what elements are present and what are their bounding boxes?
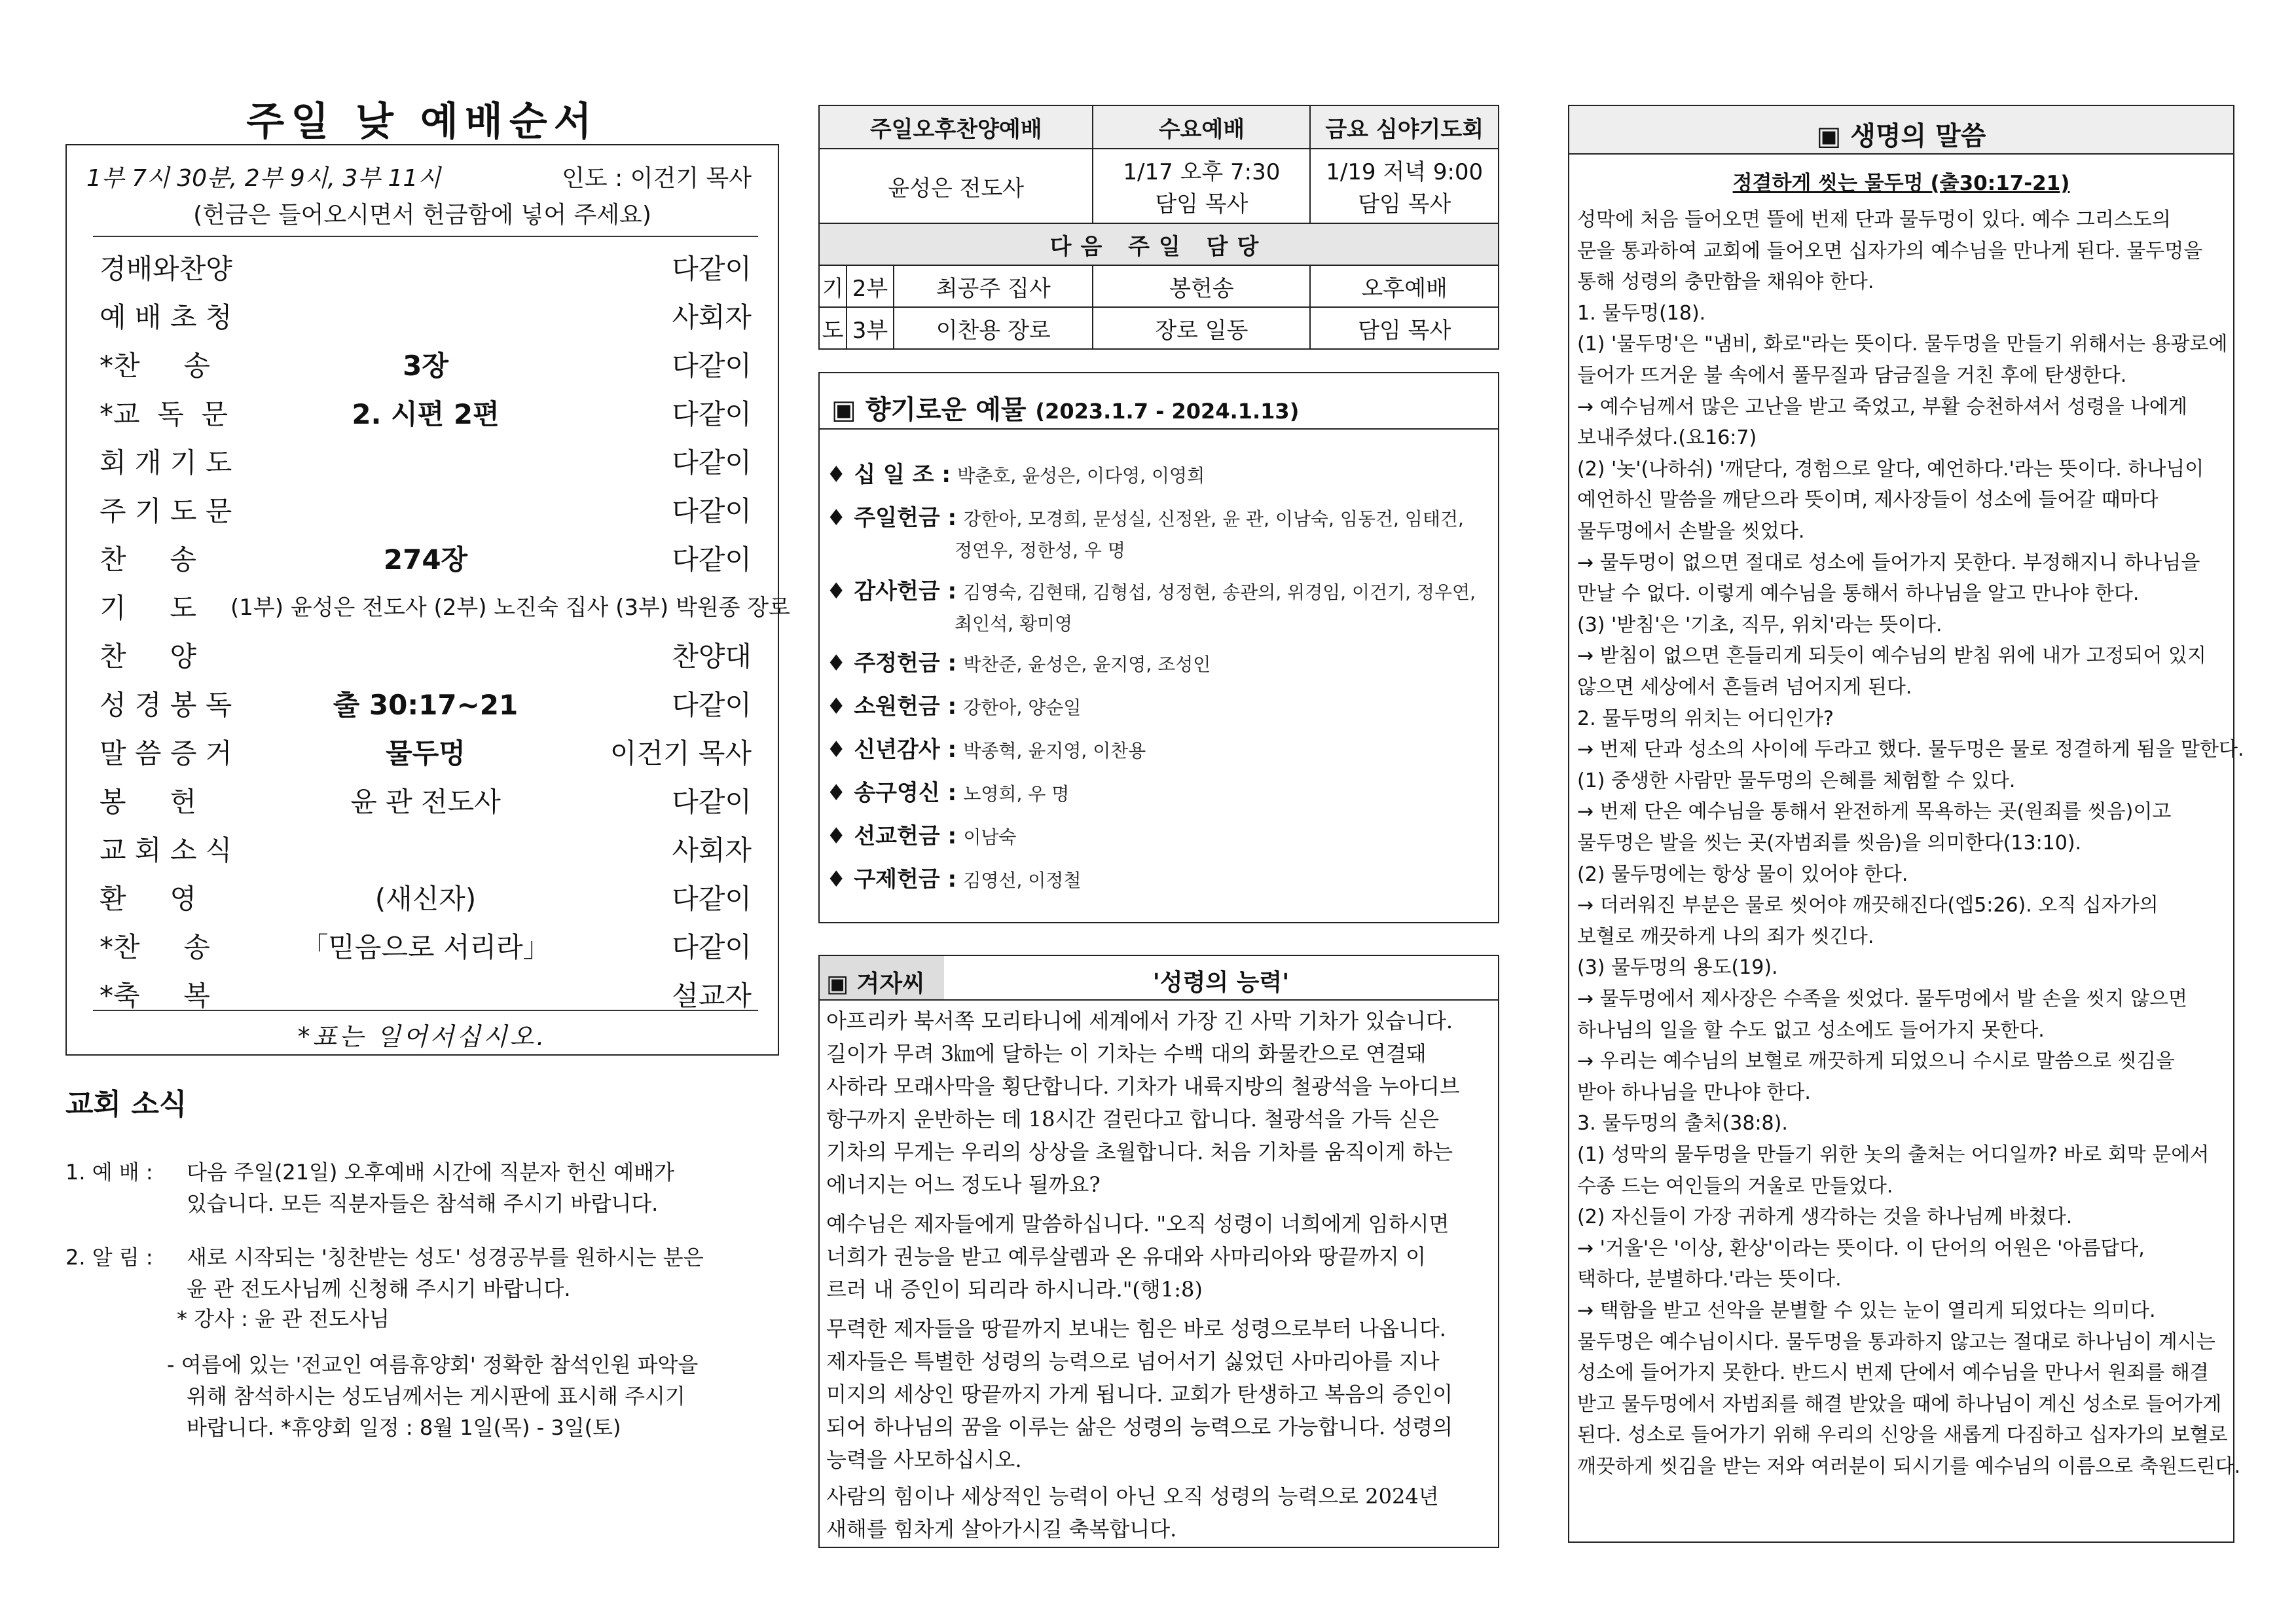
offering-label: ♦ 십 일 조 : [826,462,951,488]
news-label: 2. 알 림 : [65,1245,153,1270]
sermon-line: 예언하신 말씀을 깨닫으라 뜻이며, 제사장들이 성소에 들어갈 때마다 [1577,489,2159,512]
order-person: 다같이 [672,931,752,963]
seed-line: 능력을 사모하십시오. [826,1447,1022,1472]
sermon-box [1568,105,2244,1543]
order-person: 사회자 [672,301,752,333]
offering-label: ♦ 주일헌금 : [826,505,957,531]
seed-line: 길이가 무려 3㎞에 달하는 이 기차는 수백 대의 화물칸으로 연결돼 [826,1041,1427,1066]
schedule-cell: 최공주 집사 [894,265,1093,307]
offering-names: 김영숙, 김현태, 김형섭, 성정현, 송관의, 위경임, 이건기, 정우연, [963,581,1476,603]
offering-item [826,735,1146,766]
order-person: 다같이 [672,883,752,915]
offering-names: 김영선, 이정철 [963,870,1082,891]
sermon-line: (1) 성막의 물두멍을 만들기 위한 놋의 출처는 어디일까? 바로 회막 문에서 [1577,1143,2210,1166]
divider [93,236,758,237]
order-person: 다같이 [672,253,752,285]
offerings-period: (2023.1.7 - 2024.1.13) [1035,399,1300,424]
order-row [93,630,758,672]
mustard-seed-tag: ▣ 겨자씨 [820,956,944,999]
offering-names: 이남숙 [963,826,1017,848]
sermon-line: (1) 중생한 사람만 물두멍의 은혜를 체험할 수 있다. [1577,769,2016,792]
offering-label: ♦ 감사헌금 : [826,578,957,604]
offerings-title [820,373,1498,430]
schedule-header: 주일오후찬양예배 [819,105,1093,149]
schedule-cell: 이찬용 장로 [894,307,1093,349]
order-row [93,291,758,333]
sermon-line: 된다. 성소로 들어가기 위해 우리의 신앙을 새롭게 다짐하고 십자가의 보혈로 [1577,1424,2228,1447]
seed-line: 사람의 힘이나 세상적인 능력이 아닌 오직 성령의 능력으로 2024년 [826,1484,1439,1509]
sermon-line: 1. 물두멍(18). [1577,301,1706,325]
stand-note: *표는 일어서십시오. [297,1022,547,1051]
sermon-line: (2) 자신들이 가장 귀하게 생각하는 것을 하나님께 바쳤다. [1577,1206,2073,1229]
mustard-seed-title: '성령의 능력' [1152,969,1290,996]
seed-line: 예수님은 제자들에게 말씀하십니다. "오직 성령이 너희에게 임하시면 [826,1211,1449,1236]
order-label: 봉 헌 [100,786,196,818]
schedule-cell: 기 [819,265,847,307]
sermon-line: 물두멍은 예수님이시다. 물두멍을 통과하지 않고는 절대로 하나님이 계시는 [1577,1330,2215,1354]
sermon-line: (3) '받침'은 '기초, 직무, 위치'라는 뜻이다. [1577,613,1942,637]
sermon-line: (2) '놋'(나하쉬) '깨닫다, 경험으로 알다, 예언하다.'라는 뜻이다. 하나님이 [1577,457,2204,481]
offering-item [826,778,1069,809]
order-content: 출 30:17~21 [333,689,519,721]
order-label: 경배와찬양 [100,253,232,285]
sermon-line: 2. 물두멍의 위치는 어디인가? [1577,707,1834,730]
offering-item [826,648,1211,680]
order-person: 다같이 [672,398,752,430]
order-label: 예 배 초 청 [100,301,232,333]
service-leader: 인도 : 이건기 목사 [562,165,752,192]
offering-names: 박찬준, 윤성은, 윤지영, 조성인 [963,654,1211,675]
sermon-line: 들어가 뜨거운 불 속에서 풀무질과 담금질을 거친 후에 탄생한다. [1577,364,2127,387]
sermon-line: 3. 물두멍의 출처(38:8). [1577,1112,1788,1135]
order-row [93,678,758,720]
news-text: - 여름에 있는 '전교인 여름휴양회' 정확한 참석인원 파악을 [167,1352,699,1377]
seed-line: 되어 하나님의 꿈을 이루는 삶은 성령의 능력으로 가능합니다. 성령의 [826,1414,1453,1439]
offering-names: 강한아, 모경희, 문성실, 신정완, 윤 관, 이남숙, 임동건, 임태건, [963,508,1464,530]
order-person: 사회자 [672,834,752,866]
prayer-leaders: (1부) 윤성은 전도사 (2부) 노진숙 집사 (3부) 박원종 장로 [230,595,790,621]
order-content: 2. 시편 2편 [352,398,500,430]
seed-line: 아프리카 북서쪽 모리타니에 세계에서 가장 긴 사막 기차가 있습니다. [826,1008,1453,1033]
seed-line: 에너지는 어느 정도나 될까요? [826,1172,1101,1197]
order-label: *찬 송 [100,350,210,382]
schedule-person: 담임 목사 [1155,191,1248,217]
sermon-line: (2) 물두멍에는 항상 물이 있어야 한다. [1577,862,1908,886]
schedule-cell [1093,149,1310,223]
schedule-header: 수요예배 [1093,105,1310,149]
offering-label: ♦ 송구영신 : [826,780,957,806]
order-row [93,436,758,478]
sermon-line: 받아 하나님을 만나야 한다. [1577,1080,1811,1104]
sermon-line: 성막에 처음 들어오면 뜰에 번제 단과 물두멍이 있다. 예수 그리스도의 [1577,208,2171,231]
service-times: 1부 7시 30분, 2부 9시, 3부 11시 [86,165,441,192]
order-person: 다같이 [672,544,752,576]
order-row [93,581,790,624]
offering-note: (헌금은 들어오시면서 헌금함에 넣어 주세요) [193,202,651,229]
order-row [93,727,758,769]
order-label: *찬 송 [100,931,210,963]
order-row [93,775,758,817]
schedule-header: 금요 심야기도회 [1310,105,1499,149]
schedule-cell: 봉헌송 [1093,265,1310,307]
sermon-line: → 번제 단은 예수님을 통해서 완전하게 목욕하는 곳(원죄를 씻음)이고 [1577,800,2172,824]
order-person: 다같이 [672,447,752,479]
order-content: (새신자) [374,883,477,915]
sermon-title: 정결하게 씻는 물두멍 (출30:17-21) [1732,172,2070,195]
divider [93,1010,758,1011]
order-person: 다같이 [672,786,752,818]
sermon-line: 않으면 세상에서 흔들려 넘어지게 된다. [1577,676,1912,699]
order-row [93,533,758,575]
order-row [93,969,758,1011]
sermon-line: 하나님의 일을 할 수도 없고 성소에도 들어가지 못한다. [1577,1018,2045,1042]
sermon-line: → 우리는 예수님의 보혈로 깨끗하게 되었으니 수시로 말씀으로 씻김을 [1577,1050,2175,1073]
schedule-person: 담임 목사 [1358,191,1451,217]
offering-item [826,460,1205,491]
offering-label: ♦ 구제헌금 : [826,866,957,893]
order-person: 설교자 [672,980,752,1012]
order-row [93,388,758,430]
order-label: 찬 송 [100,544,196,576]
order-person: 다같이 [672,689,752,721]
sermon-line: 보내주셨다.(요16:7) [1577,426,1757,450]
sermon-line: → 더러워진 부분은 물로 씻어야 깨끗해진다(엡5:26). 오직 십자가의 [1577,894,2159,917]
order-content: 274장 [383,544,468,576]
square-icon: ▣ [831,395,866,425]
order-row [93,339,758,381]
offering-label: ♦ 소원헌금 : [826,693,957,720]
offering-names: 정연우, 정한성, 우 명 [955,540,1125,561]
sermon-line: (3) 물두멍의 용도(19). [1577,956,1778,980]
offering-names: 노영희, 우 명 [963,783,1070,805]
order-row [93,485,758,526]
sermon-line: 문을 통과하여 교회에 들어오면 십자가의 예수님을 만나게 된다. 물두멍을 [1577,239,2203,263]
order-content: 「믿음으로 서리라」 [301,931,551,963]
sermon-line: 성소에 들어가지 못한다. 반드시 번제 단에서 예수님을 만나서 원죄를 해결 [1577,1361,2209,1385]
order-label: 찬 양 [100,640,196,673]
sermon-line: 물두멍에서 손발을 씻었다. [1577,520,1805,543]
sermon-line: 통해 성령의 충만함을 채워야 한다. [1577,270,1874,294]
sermon-section-title: ▣ 생명의 말씀 [1569,106,2233,155]
news-text: * 강사 : 윤 관 전도사님 [177,1306,390,1331]
order-row [93,921,758,963]
offering-names: 최인석, 황미영 [955,613,1073,635]
seed-line: 항구까지 운반하는 데 18시간 걸린다고 합니다. 철광석을 가득 싣은 [826,1107,1439,1132]
news-text: 바랍니다. *휴양회 일정 : 8월 1일(목) - 3일(토) [187,1415,621,1440]
schedule-cell: 2부 [847,265,894,307]
sermon-line: (1) '물두멍'은 "냄비, 화로"라는 뜻이다. 물두멍을 만들기 위해서는 용광로에 [1577,333,2228,356]
offering-item [826,864,1081,896]
seed-line: 무력한 제자들을 땅끝까지 보내는 힘은 바로 성령으로부터 나옵니다. [826,1316,1446,1341]
order-label: 회 개 기 도 [100,447,232,479]
news-text: 있습니다. 모든 직분자들은 참석해 주시기 바랍니다. [187,1191,659,1216]
order-label: 말 씀 증 거 [100,737,232,769]
order-label: 환 영 [100,883,196,915]
news-text: 다음 주일(21일) 오후예배 시간에 직분자 헌신 예배가 [187,1160,674,1185]
offerings-box [818,372,1499,923]
order-label: *교 독 문 [100,398,228,430]
offering-label: ♦ 신년감사 : [826,737,957,763]
order-label: 교 회 소 식 [100,834,232,866]
offering-item [826,503,1464,566]
offerings-heading: 향기로운 예물 [865,395,1027,425]
sermon-line: → 물두멍에서 제사장은 수족을 씻었다. 물두멍에서 발 손을 씻지 않으면 [1577,987,2187,1010]
order-label: 주 기 도 문 [100,495,232,527]
schedule-cell: 장로 일동 [1093,307,1310,349]
offering-item [826,821,1016,853]
mustard-seed-header [820,956,1498,1001]
sermon-line: 보혈로 깨끗하게 나의 죄가 씻긴다. [1577,925,1874,948]
schedule-cell: 3부 [847,307,894,349]
order-person: 이건기 목사 [610,737,752,769]
order-person: 다같이 [672,350,752,382]
schedule-table [818,105,1499,350]
sermon-line: 받고 물두멍에서 자범죄를 해결 받았을 때에 하나님이 계신 성소로 들어가게 [1577,1392,2222,1416]
seed-line: 새해를 힘차게 살아가시길 축복합니다. [826,1517,1177,1541]
sermon-line: → 택함을 받고 선악을 분별할 수 있는 눈이 열리게 되었다는 의미다. [1577,1299,2156,1322]
worship-order-box [65,144,790,1056]
sermon-line: → 물두멍이 없으면 절대로 성소에 들어가지 못한다. 부정해지니 하나님을 [1577,551,2200,574]
sermon-line: 택하다, 분별하다.'라는 뜻이다. [1577,1268,1842,1291]
sermon-line: → 받침이 없으면 흔들리게 되듯이 예수님의 받침 위에 내가 고정되어 있지 [1577,644,2206,668]
order-row [93,824,758,866]
schedule-time: 1/19 저녁 9:00 [1326,159,1484,185]
offering-label: ♦ 선교헌금 : [826,823,957,849]
news-label: 1. 예 배 : [65,1160,153,1185]
schedule-cell: 담임 목사 [1310,307,1499,349]
news-text: 새로 시작되는 '칭찬받는 성도' 성경공부를 원하시는 분은 [187,1245,704,1270]
seed-line: 제자들은 특별한 성령의 능력으로 넘어서기 싫었던 사마리아를 지나 [826,1349,1440,1374]
order-person: 다같이 [672,495,752,527]
next-week-header: 다음 주일 담당 [819,223,1499,265]
order-label: *축 복 [100,980,210,1012]
schedule-cell: 윤성은 전도사 [819,149,1093,223]
seed-line: 기차의 무게는 우리의 상상을 초월합니다. 처음 기차를 움직이게 하는 [826,1139,1453,1164]
order-content: 윤 관 전도사 [350,786,501,818]
news-title: 교회 소식 [65,1088,187,1121]
sermon-line: → 예수님께서 많은 고난을 받고 죽었고, 부활 승천하셔서 성령을 나에게 [1577,395,2187,418]
offering-item [826,576,1476,639]
seed-line: 미지의 세상인 땅끝까지 가게 됩니다. 교회가 탄생하고 복음의 증인이 [826,1382,1453,1407]
seed-line: 너희가 권능을 받고 예루살렘과 온 유대와 사마리아와 땅끝까지 이 [826,1244,1427,1269]
sermon-line: 만날 수 없다. 이렇게 예수님을 통해서 하나님을 알고 만나야 한다. [1577,582,2140,606]
mustard-seed-box [818,955,1499,1548]
sermon-line: 물두멍은 발을 씻는 곳(자범죄를 씻음)을 의미한다(13:10). [1577,832,2082,855]
offering-label: ♦ 주정헌금 : [826,650,957,676]
order-row [93,242,758,284]
sermon-line: 깨끗하게 씻김을 받는 저와 여러분이 되시기를 예수님의 이름으로 축원드린다. [1577,1455,2241,1478]
offering-names: 박종혁, 윤지영, 이찬용 [963,740,1146,762]
order-title: 주일 낮 예배순서 [246,99,598,145]
sermon-line: → 번제 단과 성소의 사이에 두라고 했다. 물두멍은 물로 정결하게 됨을 말한다. [1577,738,2244,762]
offering-names: 강한아, 양순일 [963,697,1082,718]
offering-item [826,692,1081,723]
seed-line: 사하라 모래사막을 횡단합니다. 기차가 내륙지방의 철광석을 누아디브 [826,1074,1460,1099]
order-content: 3장 [403,350,448,382]
order-person: 찬양대 [672,640,752,673]
order-label: 성 경 봉 독 [100,689,232,721]
order-label: 기 도 [100,592,196,624]
sermon-line: 수종 드는 여인들의 거울로 만들었다. [1577,1174,1893,1198]
order-content: 물두멍 [386,737,465,769]
seed-line: 르러 내 증인이 되리라 하시니라."(행1:8) [826,1277,1203,1302]
schedule-cell [1310,149,1499,223]
news-text: 윤 관 전도사님께 신청해 주시기 바랍니다. [187,1276,571,1301]
schedule-cell: 도 [819,307,847,349]
order-row [93,872,758,914]
schedule-time: 1/17 오후 7:30 [1123,159,1281,185]
sermon-line: → '거울'은 '이상, 환상'이라는 뜻이다. 이 단어의 어원은 '아름답다, [1577,1236,2145,1260]
news-text: 위해 참석하시는 성도님께서는 게시판에 표시해 주시기 [187,1384,685,1409]
offering-names: 박춘호, 윤성은, 이다영, 이영희 [957,465,1205,487]
schedule-cell: 오후예배 [1310,265,1499,307]
